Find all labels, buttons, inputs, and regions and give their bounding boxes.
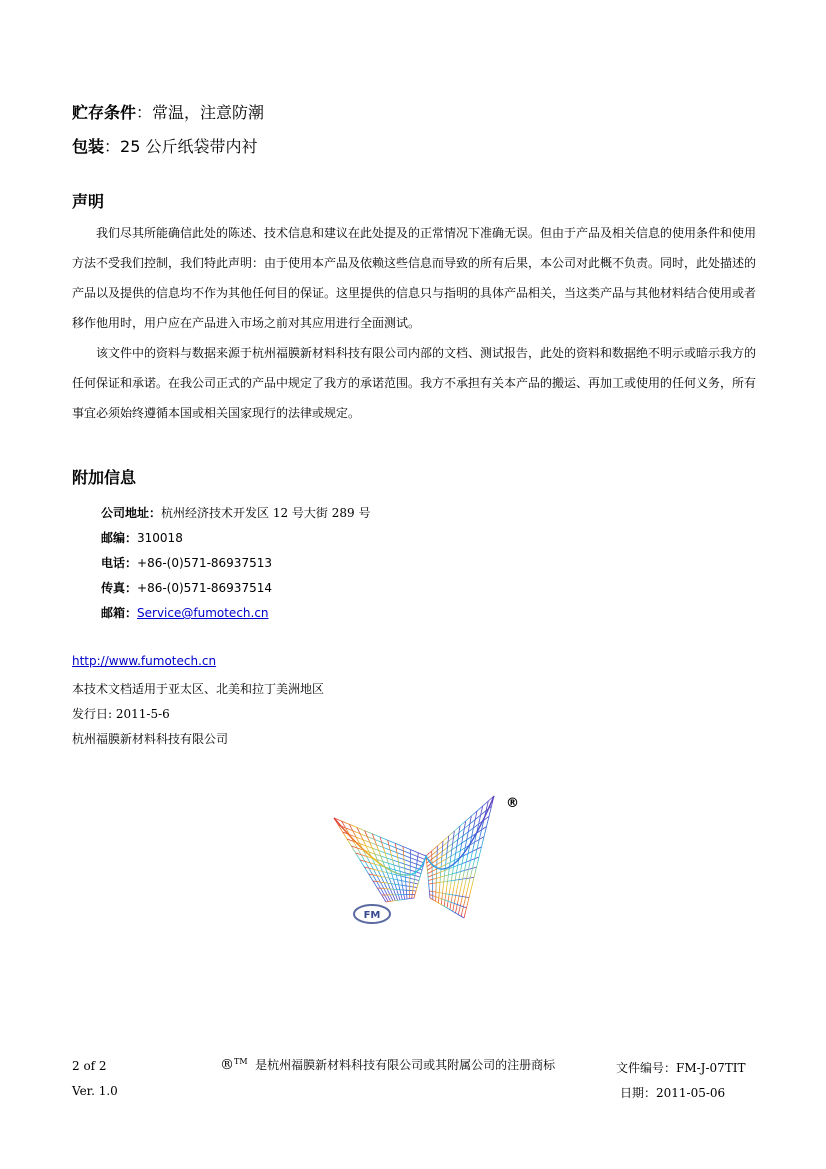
registered-mark: ® xyxy=(506,796,519,811)
statement-paragraph-2-text: 该文件中的资料与数据来源于杭州福膜新材料科技有限公司内部的文档、测试报告，此处的资料和数据绝不明示或暗示我方的任何保证和承诺。在我公司正式的产品中规定了我方的承诺范围。我方不承担有关本产品的搬运、再加工或使用的任何义务，所有事宜必须始终遵循本国或相关国家现行的法律或规定。 xyxy=(72,346,757,420)
issue-date: 发行日: 2011-5-6 xyxy=(72,707,170,721)
address-label: 公司地址： xyxy=(101,506,162,520)
document-number: 文件编号：FM-J-07TIT xyxy=(616,1061,746,1075)
butterfly-logo-icon xyxy=(330,790,530,930)
footer-date: 日期：2011-05-06 xyxy=(620,1086,726,1100)
company-logo xyxy=(330,790,530,930)
storage-sep: ： xyxy=(136,103,153,122)
storage-label: 贮存条件 xyxy=(72,103,137,122)
website-link[interactable]: http://www.fumotech.cn xyxy=(72,654,217,668)
statement-heading: 声明 xyxy=(72,192,105,211)
postcode-value: 310018 xyxy=(137,531,183,545)
fm-badge-text: FM xyxy=(363,910,381,921)
postcode-label: 邮编： xyxy=(101,531,138,545)
phone-value: +86-(0)571-86937513 xyxy=(137,556,272,570)
company-name: 杭州福膜新材料科技有限公司 xyxy=(72,732,229,746)
version: Ver. 1.0 xyxy=(72,1084,118,1098)
packaging-line xyxy=(72,134,257,157)
tm-symbol: TM xyxy=(234,1057,248,1066)
address-value: 杭州经济技术开发区 12 号大街 289 号 xyxy=(161,506,371,520)
packaging-label: 包装 xyxy=(72,137,105,156)
postcode-line xyxy=(101,529,183,546)
additional-heading: 附加信息 xyxy=(72,468,137,487)
fax-label: 传真： xyxy=(101,581,138,595)
trademark-line xyxy=(220,1056,555,1073)
statement-paragraph-1 xyxy=(72,218,756,338)
phone-line xyxy=(101,554,272,571)
fax-line xyxy=(101,579,272,596)
packaging-sep: ： xyxy=(104,137,121,156)
fax-value: +86-(0)571-86937514 xyxy=(137,581,272,595)
phone-label: 电话： xyxy=(101,556,138,570)
page-number: 2 of 2 xyxy=(72,1059,107,1073)
storage-line xyxy=(72,100,264,123)
storage-value: 常温，注意防潮 xyxy=(152,103,265,122)
statement-paragraph-1-text: 我们尽其所能确信此处的陈述、技术信息和建议在此处提及的正常情况下准确无误。但由于产品及相关信息的使用条件和使用方法不受我们控制，我们特此声明：由于使用本产品及依赖这些信息而导致的所有后果，本公司对此概不负责。同时，此处描述的产品以及提供的信息均不作为其他任何目的保证。这里提供的信息只与指明的具体产品相关，当这类产品与其他材料结合使用或者移作他用时，用户应在产品进入市场之前对其应用进行全面测试。 xyxy=(72,226,757,330)
email-link[interactable]: Service@fumotech.cn xyxy=(137,606,269,620)
email-label: 邮箱： xyxy=(101,606,138,620)
website-line xyxy=(72,654,216,668)
email-line xyxy=(101,604,269,621)
trademark-text: 是杭州福膜新材料科技有限公司或其附属公司的注册商标 xyxy=(255,1058,556,1072)
statement-paragraph-2 xyxy=(72,338,756,428)
scope-text: 本技术文档适用于亚太区、北美和拉丁美洲地区 xyxy=(72,682,325,696)
registered-symbol: ® xyxy=(220,1057,234,1073)
address-line xyxy=(101,504,370,521)
packaging-value: 25 公斤纸袋带内衬 xyxy=(120,137,258,156)
